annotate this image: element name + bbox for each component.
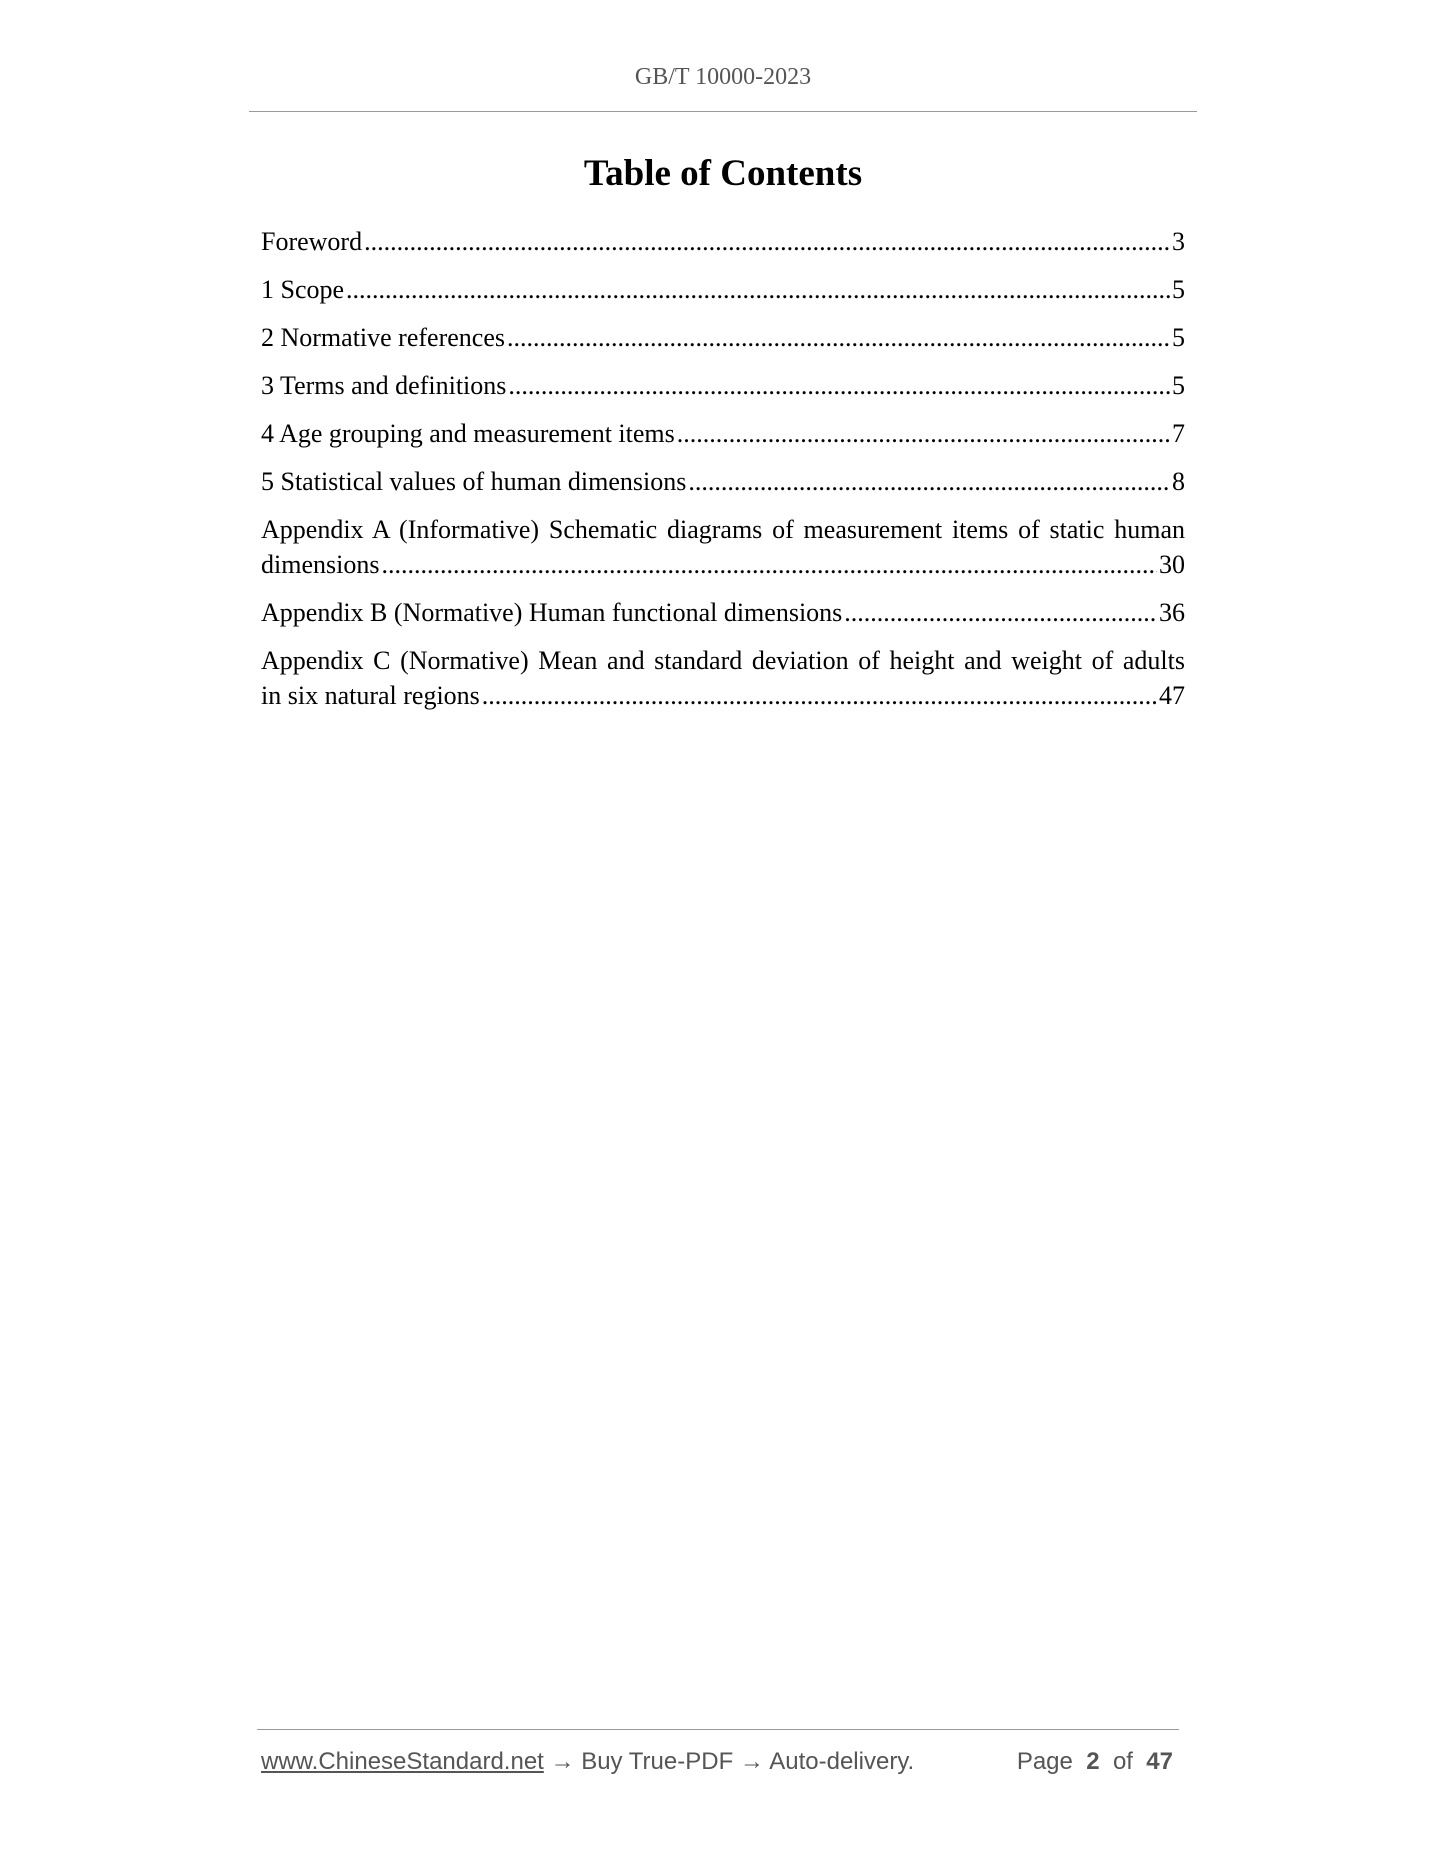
header-divider xyxy=(249,111,1197,112)
auto-delivery-text: Auto-delivery. xyxy=(769,1748,915,1775)
toc-entry-label-line2: dimensions xyxy=(261,550,380,579)
toc-entry-label: 4 Age grouping and measurement items xyxy=(261,419,675,448)
buy-pdf-text: Buy True-PDF xyxy=(581,1748,734,1775)
toc-entry-label: 1 Scope xyxy=(261,275,345,304)
toc-entry-label: 5 Statistical values of human dimensions xyxy=(261,467,687,496)
dot-leader xyxy=(688,464,1170,499)
toc-entry-label-line1: Appendix A (Informative) Schematic diagrams of measurement items of static human xyxy=(261,515,1185,544)
page-indicator xyxy=(1017,1748,1173,1776)
dot-leader xyxy=(482,678,1157,713)
toc-entry-normative-references[interactable] xyxy=(261,320,1185,355)
page-label: Page xyxy=(1016,1748,1073,1775)
page-footer xyxy=(261,1748,1179,1776)
toc-entry-scope[interactable] xyxy=(261,272,1185,307)
of-label: of xyxy=(1112,1748,1133,1775)
dot-leader xyxy=(364,224,1170,259)
current-page-number: 2 xyxy=(1086,1748,1100,1775)
dot-leader xyxy=(508,368,1170,403)
toc-entry-foreword[interactable] xyxy=(261,224,1185,259)
arrow-right-icon: → xyxy=(550,1748,575,1775)
toc-page-number: 36 xyxy=(1159,598,1185,627)
dot-leader xyxy=(844,595,1157,630)
dot-leader xyxy=(346,272,1170,307)
toc-entry-label: 2 Normative references xyxy=(261,323,505,352)
toc-entry-terms-and-definitions[interactable] xyxy=(261,368,1185,403)
toc-page-number: 5 xyxy=(1172,323,1185,352)
dot-leader xyxy=(507,320,1170,355)
toc-page-number: 5 xyxy=(1172,275,1185,304)
website-link[interactable]: www.ChineseStandard.net xyxy=(261,1748,544,1775)
toc-entry-appendix-a[interactable] xyxy=(261,512,1185,582)
dot-leader xyxy=(381,547,1157,582)
toc-entry-age-grouping[interactable] xyxy=(261,416,1185,451)
page-title: Table of Contents xyxy=(583,153,863,194)
toc-entry-appendix-b[interactable] xyxy=(261,595,1185,630)
toc-entry-label: 3 Terms and definitions xyxy=(261,371,507,400)
toc-entry-label-line1: Appendix C (Normative) Mean and standard deviation of height and weight of adults xyxy=(261,646,1185,675)
toc-page-number: 3 xyxy=(1172,227,1185,256)
footer-divider xyxy=(257,1729,1179,1730)
table-of-contents xyxy=(261,224,1185,726)
toc-page-number: 5 xyxy=(1172,371,1185,400)
toc-entry-statistical-values[interactable] xyxy=(261,464,1185,499)
toc-entry-label: Appendix B (Normative) Human functional dimensions xyxy=(261,598,843,627)
toc-page-number: 47 xyxy=(1159,681,1185,710)
toc-page-number: 8 xyxy=(1172,467,1185,496)
toc-page-number: 30 xyxy=(1159,550,1185,579)
dot-leader xyxy=(677,416,1170,451)
total-pages-number: 47 xyxy=(1146,1748,1173,1775)
toc-page-number: 7 xyxy=(1172,419,1185,448)
arrow-right-icon: → xyxy=(739,1748,764,1775)
toc-entry-appendix-c[interactable] xyxy=(261,643,1185,713)
toc-entry-label: Foreword xyxy=(261,227,363,256)
document-id-header: GB/T 10000-2023 xyxy=(634,64,812,90)
toc-entry-label-line2: in six natural regions xyxy=(261,681,480,710)
